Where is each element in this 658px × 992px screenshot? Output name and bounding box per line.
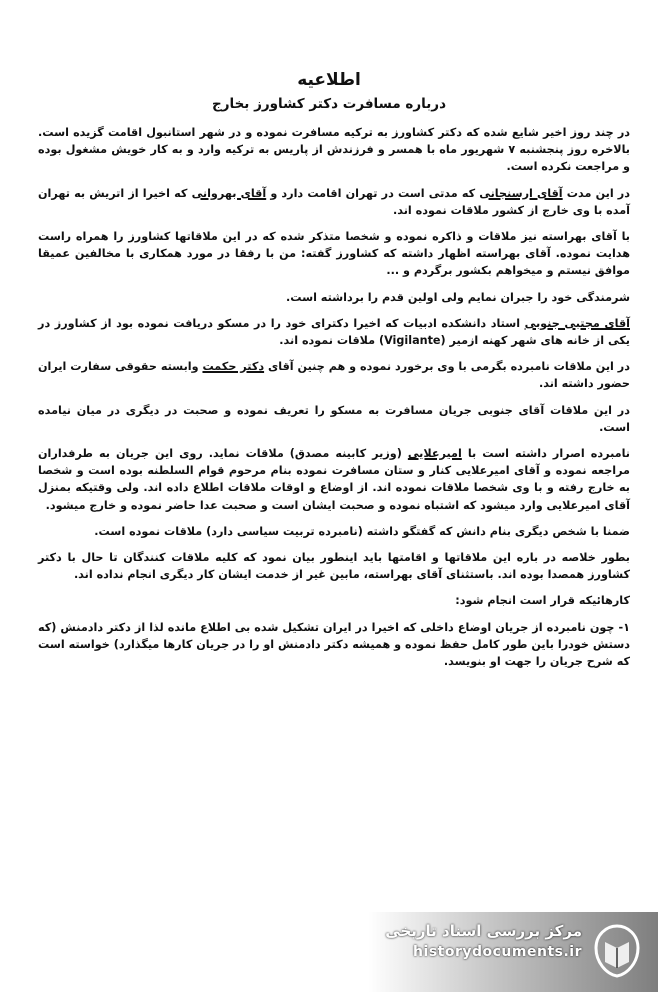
paragraph-8: نامبرده اصرار داشته است با امیرعلایی (وزیر کابینه مصدق) ملاقات نماید. روی این جریان به طرفداران مراجعه نموده و آقای امیرعلایی کنار و ستان مسافرت نموده بنام مرحوم قوام السلطنه بوده است و شخصا به خارج رفته و با وی شخصا ملاقات نموده اند. از اوضاع و اوقات ملاقات اطلاع داده اند. ولی وقتیکه بمنزل آقای امیرعلایی وارد میشود که اشتباه نموده و صحبت ایشان است و صحبت عدا حاضر نموده و خارج میشود. [38,447,630,512]
watermark-url: historydocuments.ir [413,944,582,960]
document-title: اطلاعیه [297,70,361,90]
underlined-name: دکتر حکمت [202,360,265,374]
paragraph-6: در این ملاقات نامبرده بگرمی با وی برخورد نموده و هم چنین آقای دکتر حکمت وابسته حقوقی سفارت ایران حضور داشته اند. [38,360,630,391]
document-subtitle: درباره مسافرت دکتر کشاورز بخارج [212,96,446,112]
document-body [38,124,630,679]
underlined-name: آقای بهروانی [191,186,267,200]
paragraph-10: بطور خلاصه در باره این ملاقاتها و اقامتها باید اینطور بیان نمود که کلیه ملاقات کنندگان تا حال با دکتر کشاورز همصدا بوده اند. باستثنای آقای بهراسته، مابین غیر از خدمت ایشان کار دیگری انجام نداده اند. [38,551,630,582]
book-icon [590,922,644,980]
underlined-name: آقای ارسنجانی [479,186,563,200]
underlined-name: آقای مجتبی جنوبی [524,316,630,330]
paragraph-1: در چند روز اخیر شایع شده که دکتر کشاورز به ترکیه مسافرت نموده و در شهر استانبول اقامت گزیده است. بالاخره روز پنجشنبه ۷ شهریور ماه با همسر و فرزندش از پاریس به ترکیه وارد و به کار خویش مشغول بوده و مراجعت نکرده است. [38,126,630,174]
paragraph-5: آقای مجتبی جنوبی استاد دانشکده ادبیات که اخیرا دکترای خود را در مسکو دریافت نموده بود از کشاورز در یکی از خانه های شهر کهنه ازمیر (Vigilante) ملاقات نموده اند. [38,316,630,348]
watermark-org-name: مرکز بررسی اسناد تاریخی [385,922,582,940]
paragraph-3: با آقای بهراسته نیز ملاقات و ذاکره نموده و شخصا متذکر شده که در این ملاقاتها کشاورز را همراه راست هدایت نموده. آقای بهراسته اظهار داشته که کشاورز گفته: من با رفقا در مورد همکاری با مخالفین عمیقا موافق نیستم و میخواهم بکشور برگردم و ... [38,230,630,278]
watermark [368,912,658,992]
paragraph-11: کارهائیکه قرار است انجام شود: [455,594,630,608]
paragraph-4: شرمندگی خود را جبران نمایم ولی اولین قدم را برداشته است. [285,290,630,304]
paragraph-2: در این مدت آقای ارسنجانی که مدتی است در تهران اقامت دارد و آقای بهروانی که اخیرا از اتریش به تهران آمده با وی خارج از کشور ملاقات نموده اند. [38,186,630,217]
watermark-text [385,922,582,960]
underlined-name: امیرعلایی [407,447,462,461]
paragraph-9: ضمنا با شخص دیگری بنام دانش که گفتگو داشته (نامبرده تربیت سیاسی دارد) ملاقات نموده است. [94,524,630,538]
paragraph-7: در این ملاقات آقای جنوبی جریان مسافرت به مسکو را تعریف نموده و صحبت در دیگری در میان نیامده است. [38,403,630,434]
paragraph-12: ۱- چون نامبرده از جریان اوضاع داخلی که اخیرا در ایران تشکیل شده بی اطلاع مانده لذا از دکتر دادمنش (که دستش خودرا باین طور کامل حفظ نموده و همیشه دکتر دادمنش او را در جریان کارها میگذارد) خواسته است که شرح جریان را جهت او بنویسد. [38,620,630,669]
